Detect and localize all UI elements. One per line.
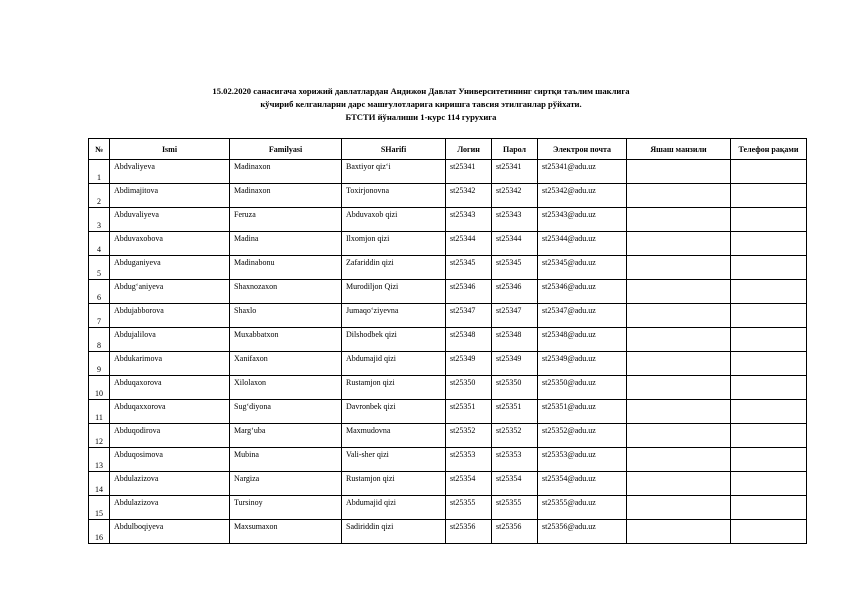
cell-phone <box>731 184 807 208</box>
cell-phone <box>731 424 807 448</box>
cell-ismi: Abdulboqiyeva <box>110 520 230 544</box>
cell-ismi: Abduganiyeva <box>110 256 230 280</box>
cell-phone <box>731 256 807 280</box>
row-number: 10 <box>89 376 110 400</box>
header-address: Яшаш манзили <box>627 139 731 160</box>
cell-ismi: Abdimajitova <box>110 184 230 208</box>
table-row <box>89 232 807 256</box>
cell-parol: st25346 <box>492 280 538 304</box>
header-parol: Парол <box>492 139 538 160</box>
cell-ismi: Abdukarimova <box>110 352 230 376</box>
table-header-row <box>89 139 807 160</box>
cell-parol: st25344 <box>492 232 538 256</box>
row-number: 4 <box>89 232 110 256</box>
cell-parol: st25343 <box>492 208 538 232</box>
cell-email: st25348@adu.uz <box>538 328 627 352</box>
cell-ismi: Abdvaliyeva <box>110 160 230 184</box>
cell-familyasi: Xilolaxon <box>230 376 342 400</box>
cell-login: st25349 <box>446 352 492 376</box>
cell-phone <box>731 352 807 376</box>
cell-login: st25343 <box>446 208 492 232</box>
cell-login: st25341 <box>446 160 492 184</box>
cell-login: st25352 <box>446 424 492 448</box>
header-familyasi: Familyasi <box>230 139 342 160</box>
cell-login: st25355 <box>446 496 492 520</box>
cell-phone <box>731 520 807 544</box>
cell-sharifi: Maxmudovna <box>342 424 446 448</box>
cell-phone <box>731 376 807 400</box>
cell-login: st25350 <box>446 376 492 400</box>
cell-sharifi: Rustamjon qizi <box>342 472 446 496</box>
cell-familyasi: Tursinoy <box>230 496 342 520</box>
table-row <box>89 304 807 328</box>
cell-login: st25354 <box>446 472 492 496</box>
cell-familyasi: Muxabbatxon <box>230 328 342 352</box>
cell-email: st25350@adu.uz <box>538 376 627 400</box>
cell-familyasi: Shaxnozaxon <box>230 280 342 304</box>
cell-ismi: Abduqodirova <box>110 424 230 448</box>
cell-address <box>627 208 731 232</box>
row-number: 3 <box>89 208 110 232</box>
cell-email: st25355@adu.uz <box>538 496 627 520</box>
cell-phone <box>731 160 807 184</box>
cell-sharifi: Zafariddin qizi <box>342 256 446 280</box>
header-phone: Телефон рақами <box>731 139 807 160</box>
row-number: 16 <box>89 520 110 544</box>
cell-ismi: Abdujalilova <box>110 328 230 352</box>
table-row <box>89 472 807 496</box>
cell-parol: st25351 <box>492 400 538 424</box>
table-row <box>89 496 807 520</box>
cell-parol: st25354 <box>492 472 538 496</box>
cell-login: st25345 <box>446 256 492 280</box>
cell-parol: st25342 <box>492 184 538 208</box>
cell-sharifi: Jumaqo‘ziyevna <box>342 304 446 328</box>
row-number: 1 <box>89 160 110 184</box>
table-row <box>89 352 807 376</box>
cell-phone <box>731 472 807 496</box>
cell-parol: st25355 <box>492 496 538 520</box>
table-row <box>89 160 807 184</box>
cell-address <box>627 280 731 304</box>
cell-login: st25346 <box>446 280 492 304</box>
cell-sharifi: Vali-sher qizi <box>342 448 446 472</box>
cell-address <box>627 520 731 544</box>
table-row <box>89 448 807 472</box>
cell-sharifi: Abduvaxob qizi <box>342 208 446 232</box>
cell-login: st25353 <box>446 448 492 472</box>
row-number: 12 <box>89 424 110 448</box>
cell-address <box>627 304 731 328</box>
table-row <box>89 520 807 544</box>
cell-ismi: Abdug‘aniyeva <box>110 280 230 304</box>
table-row <box>89 328 807 352</box>
cell-phone <box>731 328 807 352</box>
cell-familyasi: Madinaxon <box>230 184 342 208</box>
cell-login: st25348 <box>446 328 492 352</box>
cell-address <box>627 472 731 496</box>
cell-sharifi: Sadiriddin qizi <box>342 520 446 544</box>
cell-sharifi: Dilshodbek qizi <box>342 328 446 352</box>
document-title-line-1: 15.02.2020 санасигача хорижий давлатлардан Андижон Давлат Университетининг сиртқи таълим шаклига <box>212 86 630 96</box>
cell-email: st25352@adu.uz <box>538 424 627 448</box>
cell-familyasi: Maxsumaxon <box>230 520 342 544</box>
table-row <box>89 256 807 280</box>
cell-login: st25351 <box>446 400 492 424</box>
cell-login: st25347 <box>446 304 492 328</box>
cell-phone <box>731 208 807 232</box>
cell-email: st25354@adu.uz <box>538 472 627 496</box>
cell-email: st25347@adu.uz <box>538 304 627 328</box>
cell-phone <box>731 448 807 472</box>
row-number: 9 <box>89 352 110 376</box>
cell-ismi: Abduqaxxorova <box>110 400 230 424</box>
cell-address <box>627 184 731 208</box>
cell-address <box>627 376 731 400</box>
table-row <box>89 208 807 232</box>
header-sharifi: SHarifi <box>342 139 446 160</box>
cell-ismi: Abdulazizova <box>110 496 230 520</box>
cell-parol: st25349 <box>492 352 538 376</box>
cell-sharifi: Abdumajid qizi <box>342 352 446 376</box>
cell-parol: st25356 <box>492 520 538 544</box>
table-row <box>89 400 807 424</box>
cell-familyasi: Marg‘uba <box>230 424 342 448</box>
cell-ismi: Abduqaxorova <box>110 376 230 400</box>
cell-email: st25349@adu.uz <box>538 352 627 376</box>
cell-ismi: Abduqosimova <box>110 448 230 472</box>
cell-email: st25356@adu.uz <box>538 520 627 544</box>
cell-parol: st25350 <box>492 376 538 400</box>
cell-familyasi: Madina <box>230 232 342 256</box>
cell-address <box>627 352 731 376</box>
header-login: Логин <box>446 139 492 160</box>
cell-email: st25343@adu.uz <box>538 208 627 232</box>
cell-familyasi: Xanifaxon <box>230 352 342 376</box>
cell-login: st25344 <box>446 232 492 256</box>
table-row <box>89 280 807 304</box>
cell-sharifi: Baxtiyor qiz‘i <box>342 160 446 184</box>
cell-familyasi: Mubina <box>230 448 342 472</box>
cell-login: st25356 <box>446 520 492 544</box>
cell-familyasi: Feruza <box>230 208 342 232</box>
cell-email: st25351@adu.uz <box>538 400 627 424</box>
cell-address <box>627 160 731 184</box>
cell-email: st25344@adu.uz <box>538 232 627 256</box>
header-number: № <box>89 139 110 160</box>
cell-login: st25342 <box>446 184 492 208</box>
cell-familyasi: Sug‘diyona <box>230 400 342 424</box>
cell-address <box>627 400 731 424</box>
row-number: 13 <box>89 448 110 472</box>
document-title-line-3: БТСТИ йўналиши 1-курс 114 гурухига <box>345 112 497 122</box>
cell-parol: st25345 <box>492 256 538 280</box>
cell-phone <box>731 304 807 328</box>
cell-sharifi: Ilxomjon qizi <box>342 232 446 256</box>
cell-ismi: Abduvaxobova <box>110 232 230 256</box>
cell-address <box>627 256 731 280</box>
row-number: 15 <box>89 496 110 520</box>
cell-familyasi: Shaxlo <box>230 304 342 328</box>
cell-email: st25342@adu.uz <box>538 184 627 208</box>
cell-sharifi: Davronbek qizi <box>342 400 446 424</box>
cell-phone <box>731 232 807 256</box>
cell-phone <box>731 400 807 424</box>
cell-ismi: Abdulazizova <box>110 472 230 496</box>
row-number: 11 <box>89 400 110 424</box>
row-number: 6 <box>89 280 110 304</box>
cell-familyasi: Madinaxon <box>230 160 342 184</box>
row-number: 14 <box>89 472 110 496</box>
row-number: 8 <box>89 328 110 352</box>
cell-phone <box>731 280 807 304</box>
header-email: Электрон почта <box>538 139 627 160</box>
cell-address <box>627 328 731 352</box>
cell-sharifi: Murodiljon Qizi <box>342 280 446 304</box>
cell-email: st25346@adu.uz <box>538 280 627 304</box>
table-row <box>89 184 807 208</box>
table-row <box>89 376 807 400</box>
cell-email: st25353@adu.uz <box>538 448 627 472</box>
cell-email: st25341@adu.uz <box>538 160 627 184</box>
cell-ismi: Abdujabborova <box>110 304 230 328</box>
cell-ismi: Abduvaliyeva <box>110 208 230 232</box>
document-title-line-2: кўчириб келганларни дарс машғулотларига киришга тавсия этилганлар рўйхати. <box>260 99 582 109</box>
cell-address <box>627 496 731 520</box>
cell-parol: st25347 <box>492 304 538 328</box>
cell-familyasi: Nargiza <box>230 472 342 496</box>
cell-address <box>627 232 731 256</box>
header-ismi: Ismi <box>110 139 230 160</box>
row-number: 5 <box>89 256 110 280</box>
cell-address <box>627 424 731 448</box>
cell-parol: st25352 <box>492 424 538 448</box>
row-number: 7 <box>89 304 110 328</box>
cell-phone <box>731 496 807 520</box>
cell-sharifi: Rustamjon qizi <box>342 376 446 400</box>
cell-parol: st25341 <box>492 160 538 184</box>
student-table <box>88 138 807 544</box>
cell-parol: st25348 <box>492 328 538 352</box>
cell-address <box>627 448 731 472</box>
cell-parol: st25353 <box>492 448 538 472</box>
cell-sharifi: Toxirjonovna <box>342 184 446 208</box>
cell-sharifi: Abdumajid qizi <box>342 496 446 520</box>
cell-email: st25345@adu.uz <box>538 256 627 280</box>
row-number: 2 <box>89 184 110 208</box>
table-row <box>89 424 807 448</box>
cell-familyasi: Madinabonu <box>230 256 342 280</box>
